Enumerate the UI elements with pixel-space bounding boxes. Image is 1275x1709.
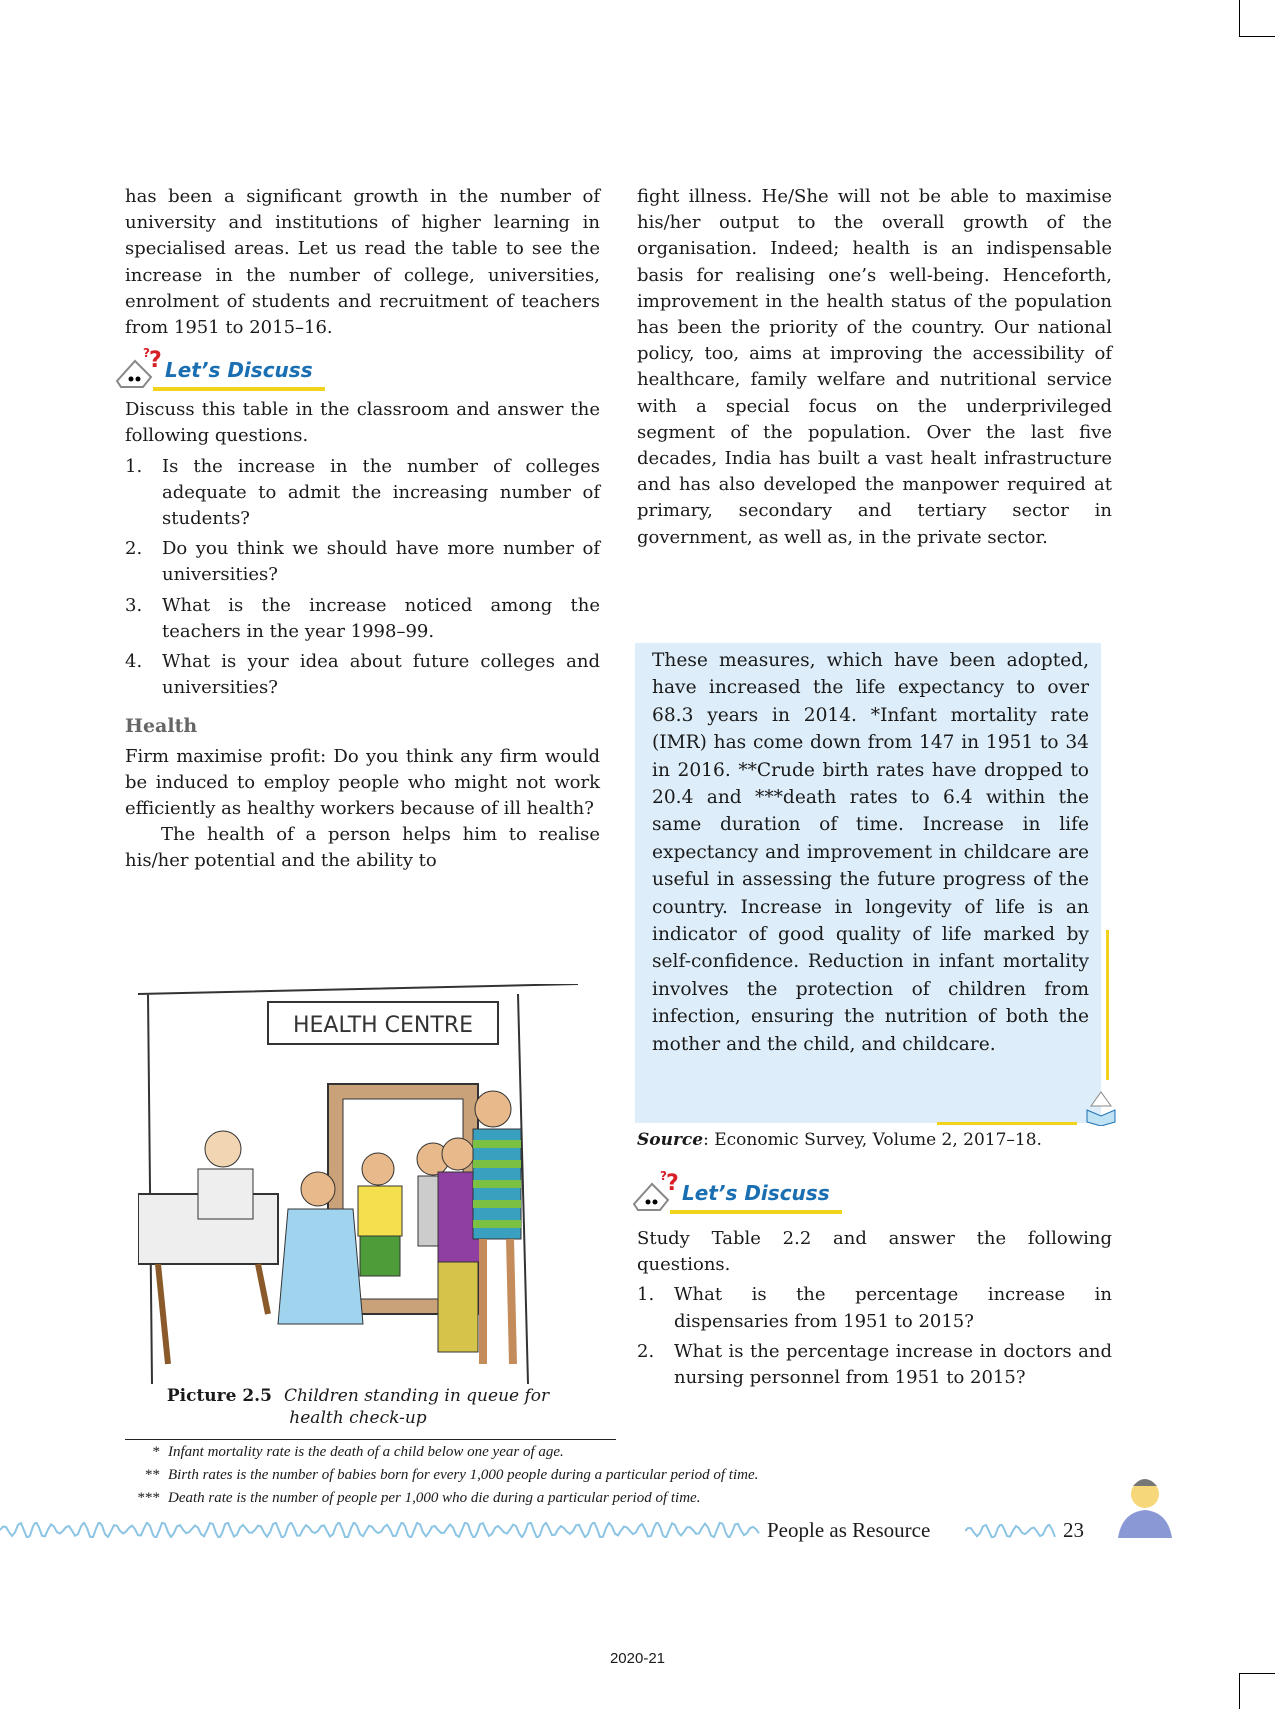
lets-discuss-label: Let’s Discuss <box>165 358 313 383</box>
heading-underline <box>153 387 325 391</box>
question-list <box>125 454 600 702</box>
svg-text:?: ? <box>660 1170 667 1183</box>
section-heading-health: Health <box>125 715 198 738</box>
yellow-accent-horizontal <box>937 1122 1077 1125</box>
question-number: 3. <box>125 594 143 616</box>
question-text: What is the percentage increase in dispensaries from 1951 to 2015? <box>674 1284 1112 1332</box>
crop-mark-top <box>1239 0 1275 37</box>
question-number: 2. <box>125 538 143 560</box>
source-text: : Economic Survey, Volume 2, 2017–18. <box>703 1130 1042 1150</box>
health-paragraph-3: fight illness. He/She will not be able to maximise his/her output to the overall growth of the organisation. Indeed; health is an indispensable basis for realising one’s well-being. Henceforth, improvement in the health status of the population has been the priority of the country. Our national policy, too, aims at improving the accessibility of healthcare, family welfare and nutritional service with a special focus on the underprivileged segment of the population. Over the last five decades, India has built a vast healt infrastructure and has also developed the manpower required at primary, secondary and tertiary sector in government, as well as, in the private sector. <box>637 186 1112 548</box>
health-paragraph-2: The health of a person helps him to realise his/her potential and the ability to <box>125 824 600 872</box>
question-item <box>125 454 600 533</box>
question-number: 1. <box>125 455 143 477</box>
footnote-mark: * <box>152 1444 160 1460</box>
svg-text:?: ? <box>666 1171 679 1196</box>
question-item <box>125 649 600 701</box>
discuss-intro: Discuss this table in the classroom and answer the following questions. <box>125 399 600 447</box>
picture-caption <box>138 1385 578 1429</box>
discuss-icon <box>630 1170 682 1214</box>
lets-discuss-heading-2 <box>637 1170 1112 1226</box>
heading-underline <box>670 1210 842 1214</box>
left-column <box>125 184 600 875</box>
discuss-intro-2: Study Table 2.2 and answer the following questions. <box>637 1228 1112 1276</box>
footnote-mark: *** <box>137 1490 160 1506</box>
highlight-box-text: These measures, which have been adopted, have increased the life expectancy to over 68.3 years in 2014. *Infant mortality rate (IMR) has come down from 147 in 1951 to 34 in 2016. **Crude birth rates have dropped to 20.4 and ***death rates to 6.4 within the same duration of time. Increase in life expectancy and improvement in childcare are useful in assessing the future progress of the country. Increase in longevity of life is an indicator of good quality of life marked by self-confidence. Reduction in infant mortality involves the protection of children from infection, ensuring the nutrition of both the mother and the child, and childcare. <box>652 650 1089 1055</box>
question-item <box>125 536 600 588</box>
source-line <box>637 1130 1042 1150</box>
footnote-divider <box>125 1439 616 1440</box>
question-text: What is the percentage increase in doctors and nursing personnel from 1951 to 2015? <box>674 1340 1112 1389</box>
edition-year: 2020-21 <box>609 1650 666 1667</box>
svg-text:?: ? <box>149 348 162 374</box>
crop-mark-bottom <box>1239 1673 1275 1709</box>
footnote-text: Infant mortality rate is the death of a child below one year of age. <box>168 1444 564 1460</box>
student-figure-icon <box>1110 1470 1180 1540</box>
health-paragraph-1: Firm maximise profit: Do you think any firm would be induced to employ people who might not work efficiently as healthy workers because of ill health? <box>125 745 600 820</box>
question-item <box>125 593 600 645</box>
question-text: What is your idea about future colleges and universities? <box>162 651 600 699</box>
question-text: Is the increase in the number of colleges adequate to admit the increasing number of students? <box>162 455 600 530</box>
caption-text: Children standing in queue for health check-up <box>283 1386 550 1428</box>
reading-figure-icon <box>1083 1086 1119 1126</box>
question-number: 1. <box>637 1284 655 1306</box>
footnote-mark: ** <box>145 1467 160 1483</box>
health-centre-sign: HEALTH CENTRE <box>292 1013 474 1038</box>
footnote <box>130 1467 758 1484</box>
question-number: 4. <box>125 651 143 673</box>
right-column-bottom <box>637 1170 1112 1395</box>
svg-text:?: ? <box>143 347 150 361</box>
footnote <box>130 1490 700 1507</box>
lets-discuss-heading <box>125 341 600 397</box>
question-text: Do you think we should have more number of universities? <box>162 538 600 586</box>
footnote <box>130 1444 564 1461</box>
wavy-decoration-left <box>0 1522 760 1538</box>
source-label: Source <box>637 1130 704 1150</box>
wavy-decoration-right <box>965 1524 1057 1538</box>
health-centre-illustration <box>138 984 580 1384</box>
question-list-2 <box>637 1282 1112 1391</box>
question-text: What is the increase noticed among the teachers in the year 1998–99. <box>162 594 600 642</box>
highlight-box <box>635 643 1101 1123</box>
lets-discuss-label: Let’s Discuss <box>682 1181 830 1205</box>
caption-label: Picture 2.5 <box>166 1386 272 1406</box>
footnote-text: Death rate is the number of people per 1,000 who die during a particular period of time. <box>168 1490 701 1506</box>
yellow-accent-vertical <box>1106 930 1109 1080</box>
footer-chapter-title: People as Resource <box>767 1518 931 1542</box>
right-column-top <box>637 184 1112 551</box>
question-number: 2. <box>637 1340 655 1362</box>
page-number: 23 <box>1063 1518 1084 1542</box>
footnote-text: Birth rates is the number of babies born for every 1,000 people during a particular period of time. <box>168 1467 759 1483</box>
discuss-icon <box>113 347 165 391</box>
question-item <box>637 1282 1112 1334</box>
intro-paragraph: has been a significant growth in the number of university and institutions of higher learning in specialised areas. Let us read the table to see the increase in the number of college, universities, enrolment of students and recruitment of teachers from 1951 to 2015–16. <box>125 186 600 339</box>
question-item <box>637 1339 1112 1391</box>
